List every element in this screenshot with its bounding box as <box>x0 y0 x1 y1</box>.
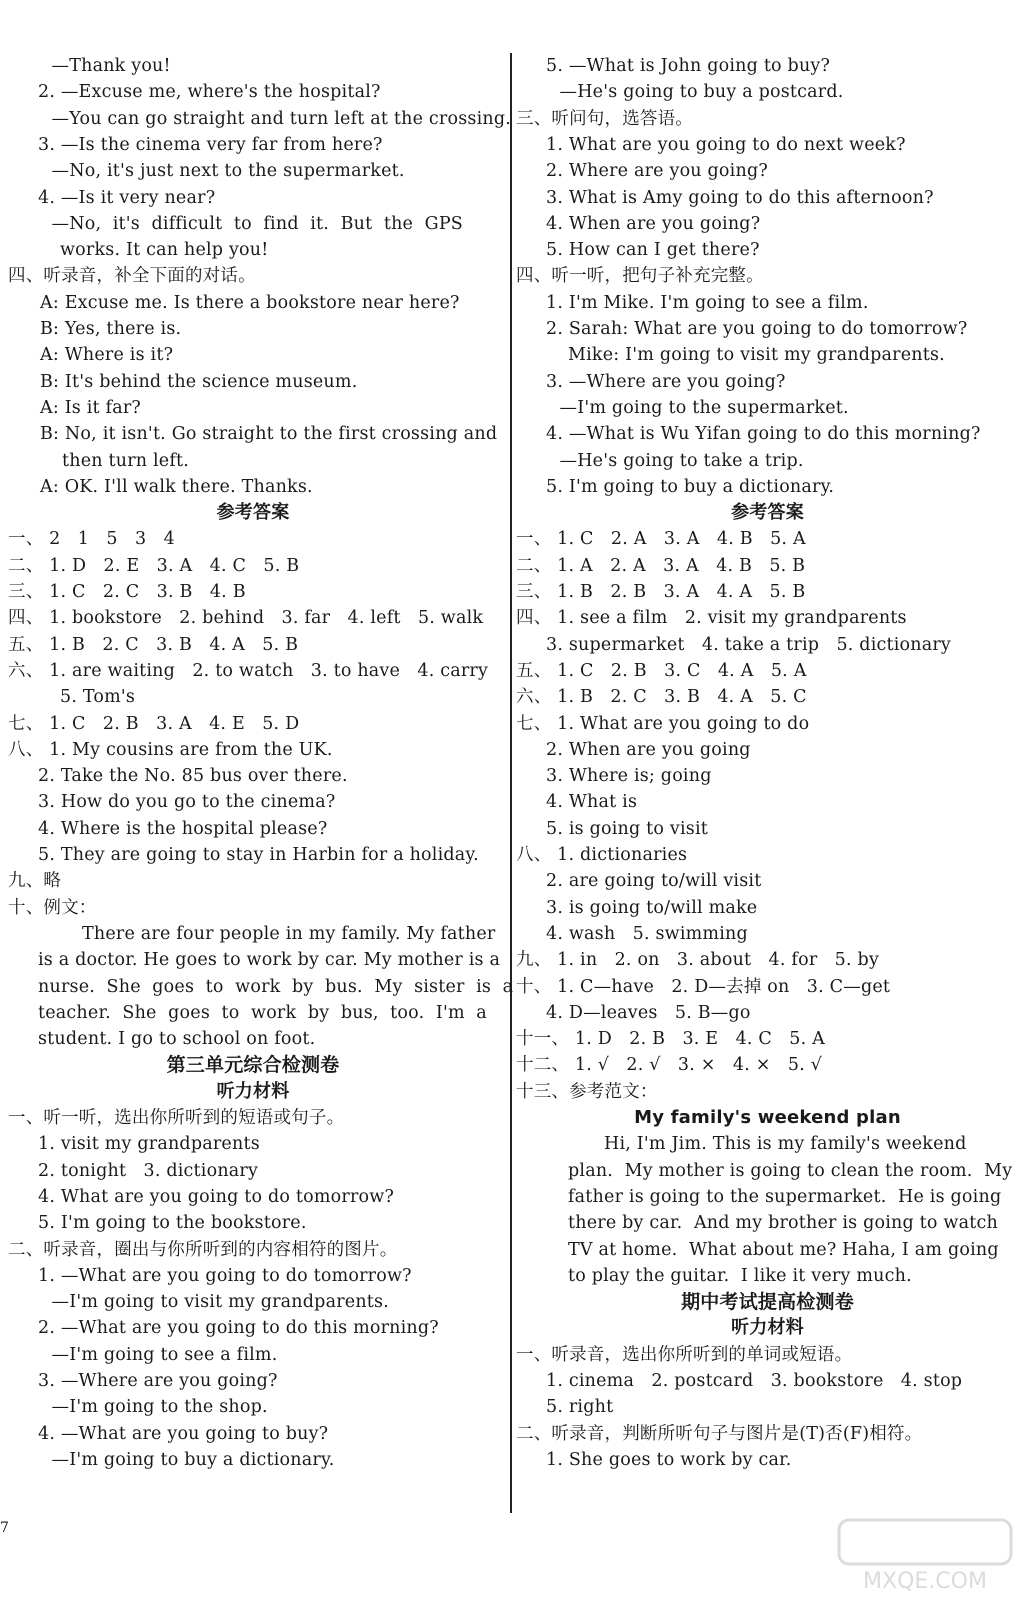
text-line: 5. —What is John going to buy? <box>546 56 831 76</box>
text-line: B: Yes, there is. <box>40 319 182 339</box>
text-line: 2. Sarah: What are you going to do tomorrow? <box>546 319 968 339</box>
text-line: 5. I'm going to the bookstore. <box>38 1213 307 1234</box>
text-line: 1. visit my grandparents <box>38 1134 260 1155</box>
text-line: 5. They are going to stay in Harbin for a holiday. <box>38 845 479 865</box>
text-line: —I'm going to visit my grandparents. <box>40 1292 389 1313</box>
text-line: 3. —Where are you going? <box>546 371 786 392</box>
text-line: then turn left. <box>62 450 190 471</box>
text-line: 4. —What is Wu Yifan going to do this morning? <box>546 424 981 445</box>
text-line: —No, it's just next to the supermarket. <box>40 161 405 182</box>
text-line: works. It can help you! <box>60 240 269 261</box>
text-line: to play the guitar. I like it very much. <box>568 1265 912 1286</box>
text-line: 3. —Where are you going? <box>38 1371 278 1391</box>
text-line: —Thank you! <box>40 56 171 76</box>
text-line: 2. tonight 3. dictionary <box>38 1160 259 1181</box>
section-heading: 第三单元综合检测卷 <box>166 1054 340 1077</box>
text-line: 一、听录音，选出你所听到的单词或短语。 <box>516 1344 853 1365</box>
text-line: 九、 1. in 2. on 3. about 4. for 5. by <box>516 950 880 971</box>
text-line: 三、 1. C 2. C 3. B 4. B <box>8 582 246 602</box>
section-heading: 听力材料 <box>731 1317 804 1339</box>
text-line: 三、 1. B 2. B 3. A 4. A 5. B <box>516 582 806 602</box>
text-line: 1. I'm Mike. I'm going to see a film. <box>546 292 869 313</box>
text-line: 1. —What are you going to do tomorrow? <box>38 1265 412 1286</box>
text-line: 2. Where are you going? <box>546 161 768 182</box>
text-line: student. I go to school on foot. <box>38 1029 316 1050</box>
text-line: 十二、 1. √ 2. √ 3. × 4. × 5. √ <box>516 1055 823 1076</box>
text-line: 二、听录音，判断所听句子与图片是(T)否(F)相符。 <box>516 1423 923 1444</box>
text-line: 5. I'm going to buy a dictionary. <box>546 476 835 497</box>
text-line: 4. D—leaves 5. B—go <box>546 1002 751 1023</box>
text-line: 六、 1. are waiting 2. to watch 3. to have 4. carry <box>8 660 489 681</box>
text-line: 5. Tom's <box>60 687 136 708</box>
text-line: —I'm going to buy a dictionary. <box>40 1449 335 1470</box>
text-line: 4. wash 5. swimming <box>546 923 748 944</box>
text-line: there by car. And my brother is going to watch <box>568 1213 998 1234</box>
text-line: A: OK. I'll walk there. Thanks. <box>40 476 313 497</box>
text-line: —You can go straight and turn left at the crossing. <box>40 108 512 129</box>
text-line: 4. What are you going to do tomorrow? <box>38 1186 395 1207</box>
page-number: 7 <box>0 1520 9 1536</box>
text-line: A: Excuse me. Is there a bookstore near here? <box>40 292 460 313</box>
text-line: 八、 1. dictionaries <box>516 845 688 865</box>
text-line: 4. —Is it very near? <box>38 187 216 208</box>
text-line: 2. —Excuse me, where's the hospital? <box>38 82 381 103</box>
section-heading: 参考答案 <box>216 502 290 524</box>
text-line: B: It's behind the science museum. <box>40 371 358 392</box>
text-line: Hi, I'm Jim. This is my family's weekend <box>604 1134 967 1155</box>
text-line: 5. is going to visit <box>546 818 708 839</box>
text-line: 3. What is Amy going to do this afternoon? <box>546 187 934 208</box>
text-line: —I'm going to see a film. <box>40 1344 278 1365</box>
text-line: 三、听问句，选答语。 <box>516 108 693 129</box>
text-line: 四、听一听，把句子补充完整。 <box>516 266 764 287</box>
text-line: father is going to the supermarket. He is going <box>568 1186 1002 1207</box>
text-line: A: Where is it? <box>40 345 174 366</box>
text-line: is a doctor. He goes to work by car. My mother is a <box>38 950 501 971</box>
text-line: 4. When are you going? <box>546 213 761 234</box>
text-line: teacher. She goes to work by bus, too. I'm a <box>38 1002 487 1023</box>
text-line: 5. How can I get there? <box>546 240 760 261</box>
text-line: 五、 1. C 2. B 3. C 4. A 5. A <box>516 660 807 681</box>
text-line: 3. —Is the cinema very far from here? <box>38 134 383 155</box>
text-line: —No, it's difficult to find it. But the GPS <box>40 213 463 234</box>
text-line: 2. —What are you going to do this morning? <box>38 1318 439 1339</box>
text-line: 4. What is <box>546 792 638 813</box>
text-line: 2. Take the No. 85 bus over there. <box>38 766 348 787</box>
text-line: 4. —What are you going to buy? <box>38 1423 329 1444</box>
text-line: 一、 1. C 2. A 3. A 4. B 5. A <box>516 529 806 550</box>
text-line: 十三、参考范文： <box>516 1081 658 1102</box>
text-line: 四、 1. see a film 2. visit my grandparents <box>516 608 907 629</box>
text-line: 八、 1. My cousins are from the UK. <box>8 739 333 760</box>
text-line: There are four people in my family. My father <box>82 923 496 944</box>
text-line: —I'm going to the supermarket. <box>548 397 849 418</box>
text-line: 四、 1. bookstore 2. behind 3. far 4. left 5. walk <box>8 608 484 629</box>
text-line: 四、听录音，补全下面的对话。 <box>8 266 256 287</box>
text-line: 3. is going to/will make <box>546 897 758 918</box>
text-line: 1. What are you going to do next week? <box>546 134 906 155</box>
text-line: 1. She goes to work by car. <box>546 1449 792 1470</box>
section-heading: 期中考试提高检测卷 <box>681 1291 854 1314</box>
text-line: nurse. She goes to work by bus. My sister is a <box>38 976 514 997</box>
text-line: TV at home. What about me? Haha, I am going <box>568 1239 999 1260</box>
text-line: 1. cinema 2. postcard 3. bookstore 4. stop <box>546 1371 963 1391</box>
text-line: —I'm going to the shop. <box>40 1397 268 1418</box>
text-line: 3. Where is; going <box>546 766 712 787</box>
text-line: 二、 1. D 2. E 3. A 4. C 5. B <box>8 555 300 576</box>
text-line: A: Is it far? <box>40 397 142 418</box>
text-line: 一、 2 1 5 3 4 <box>8 529 175 550</box>
text-line: 十一、 1. D 2. B 3. E 4. C 5. A <box>516 1029 826 1050</box>
watermark-logo <box>835 1516 1015 1594</box>
text-line: —He's going to take a trip. <box>548 450 804 471</box>
text-line: 3. How do you go to the cinema? <box>38 792 336 813</box>
text-line: 2. are going to/will visit <box>546 871 762 892</box>
text-line: 二、听录音，圈出与你所听到的内容相符的图片。 <box>8 1239 398 1260</box>
text-line: 2. When are you going <box>546 739 751 760</box>
text-line: 七、 1. What are you going to do <box>516 713 810 734</box>
text-line: plan. My mother is going to clean the room. My <box>568 1160 1013 1181</box>
text-line: 六、 1. B 2. C 3. B 4. A 5. C <box>516 687 807 708</box>
text-line: B: No, it isn't. Go straight to the first crossing and <box>40 424 498 445</box>
text-line: 二、 1. A 2. A 3. A 4. B 5. B <box>516 555 806 576</box>
section-heading: 听力材料 <box>216 1080 290 1102</box>
text-line: —He's going to buy a postcard. <box>548 82 844 103</box>
text-line: Mike: I'm going to visit my grandparents. <box>568 345 945 366</box>
text-line: 五、 1. B 2. C 3. B 4. A 5. B <box>8 634 299 655</box>
text-line: 十、 1. C—have 2. D—去掉 on 3. C—get <box>516 976 891 997</box>
watermark-text: MXQE.COM <box>863 1569 987 1594</box>
text-line: 3. supermarket 4. take a trip 5. dictionary <box>546 634 952 655</box>
text-line: 九、略 <box>8 871 62 892</box>
text-line: 5. right <box>546 1397 614 1418</box>
text-line: 七、 1. C 2. B 3. A 4. E 5. D <box>8 713 300 734</box>
text-line: 十、例文： <box>8 897 97 918</box>
section-heading: 参考答案 <box>731 502 804 524</box>
text-line: 4. Where is the hospital please? <box>38 818 328 839</box>
text-line: 一、听一听，选出你所听到的短语或句子。 <box>8 1108 345 1128</box>
section-heading: My family's weekend plan <box>634 1107 901 1128</box>
